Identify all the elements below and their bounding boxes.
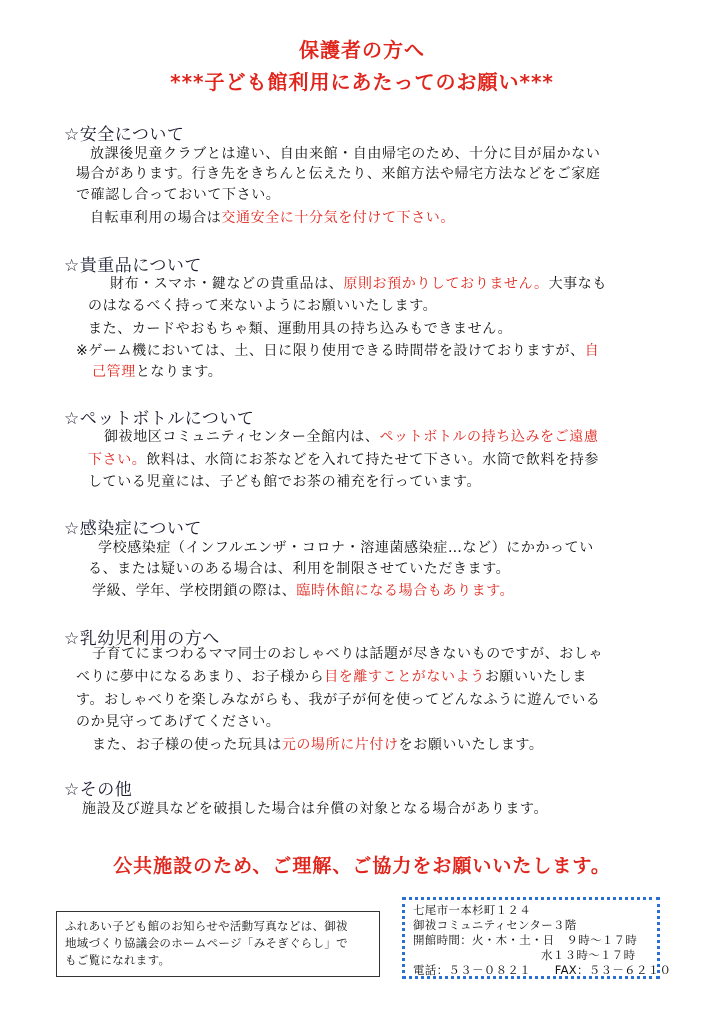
phone-number: 電話：５３－０８２１ bbox=[413, 963, 531, 977]
valuables-line-1 bbox=[110, 274, 607, 294]
pet-highlight-cont: 下さい。 bbox=[88, 452, 147, 468]
section-heading-infants: ☆乳幼児利用の方へ bbox=[64, 629, 220, 649]
valuables-line-3: また、カードやおもちゃ類、運動用具の持ち込みもできません。 bbox=[88, 321, 513, 337]
homepage-note-box bbox=[56, 911, 380, 977]
infants-line-5-text: また、お子様の使った玩具は bbox=[92, 737, 282, 753]
valuables-line-5-tail: となります。 bbox=[135, 364, 223, 380]
infants-line-3: す。おしゃべりを楽しみながらも、我が子が何を使ってどんなふうに遊んでいる bbox=[76, 692, 601, 708]
pet-line-2 bbox=[88, 450, 599, 470]
section-heading-safety: ☆安全について bbox=[64, 125, 185, 145]
contact-line bbox=[413, 963, 672, 978]
address: 七尾市一本杉町１２４ bbox=[413, 903, 531, 917]
pet-line-1 bbox=[104, 427, 598, 447]
section-heading-pet-bottles: ☆ペットボトルについて bbox=[64, 409, 255, 429]
building: 御祓コミュニティセンター３階 bbox=[413, 918, 577, 932]
page-title: 保護者の方へ bbox=[299, 38, 425, 62]
pet-line-1-text: 御祓地区コミュニティセンター全館内は、 bbox=[104, 429, 380, 445]
infants-line-4: のか見守ってあげてください。 bbox=[76, 714, 281, 730]
valuables-line-5 bbox=[92, 362, 222, 382]
note-line-1: ふれあい子ども館のお知らせや活動写真などは、御祓 bbox=[65, 919, 348, 933]
section-heading-other: ☆その他 bbox=[64, 780, 133, 800]
pet-line-3: している児童には、子ども館でお茶の補充を行っています。 bbox=[88, 474, 482, 490]
valuables-line-2: のはなるべく持って来ないようにお願いいたします。 bbox=[88, 298, 438, 314]
valuables-highlight: 原則お預かりしておりません。 bbox=[343, 276, 549, 292]
infection-line-1: 学校感染症（インフルエンザ・コロナ・溶連菌感染症…など）にかかってい bbox=[98, 540, 594, 556]
safety-line-1: 放課後児童クラブとは違い、自由来館・自由帰宅のため、十分に目が届かない bbox=[90, 146, 601, 162]
infants-line-2-text: べりに夢中になるあまり、お子様から bbox=[76, 669, 325, 685]
opening-hours-wed: 水１３時～１７時 bbox=[541, 948, 636, 962]
other-line-1: 施設及び遊具などを破損した場合は弁償の対象となる場合があります。 bbox=[82, 801, 549, 817]
fax-number: FAX：５３－６２１０ bbox=[554, 963, 672, 977]
pet-line-2-text: 飲料は、水筒にお茶などを入れて持たせて下さい。水筒で飲料を持参 bbox=[146, 452, 600, 468]
opening-hours: 開館時間：火・木・土・日 ９時～１７時 bbox=[413, 933, 638, 947]
page-subtitle: ***子ども館利用にあたってのお願い*** bbox=[170, 70, 554, 94]
infection-line-3-text: 学級、学年、学校閉鎖の際は、 bbox=[92, 583, 297, 599]
valuables-line-1-tail: 大事なも bbox=[548, 276, 607, 292]
infants-line-1: 子育てにまつわるママ同士のおしゃべりは話題が尽きないものですが、おしゃ bbox=[92, 646, 603, 662]
infection-line-3 bbox=[92, 581, 514, 601]
infants-line-5 bbox=[92, 735, 544, 755]
note-line-2: 地域づくり協議会のホームページ「みそぎぐらし」で bbox=[65, 936, 348, 950]
pet-highlight: ペットボトルの持ち込みをご遠慮 bbox=[379, 429, 599, 445]
closing-request: 公共施設のため、ご理解、ご協力をお願いいたします。 bbox=[113, 855, 611, 877]
valuables-line-4-text: ※ゲーム機においては、土、日に限り使用できる時間帯を設けておりますが、 bbox=[76, 343, 585, 359]
infection-highlight: 臨時休館になる場合もあります。 bbox=[296, 583, 515, 599]
safety-line-4-text: 自転車利用の場合は bbox=[90, 210, 222, 226]
safety-line-4 bbox=[90, 208, 455, 228]
infants-highlight: 目を離すことがないよう bbox=[324, 669, 485, 685]
infection-line-2: る、または疑いのある場合は、利用を制限させていただきます。 bbox=[88, 561, 511, 577]
valuables-line-4 bbox=[76, 341, 599, 361]
tidy-up-highlight: 元の場所に片付け bbox=[281, 737, 399, 753]
valuables-line-4-red: 自 bbox=[584, 343, 600, 359]
safety-line-3: で確認し合っておいて下さい。 bbox=[76, 187, 281, 203]
safety-line-2: 場合があります。行き先をきちんと伝えたり、来館方法や帰宅方法などをご家庭 bbox=[76, 166, 601, 182]
section-heading-valuables: ☆貴重品について bbox=[64, 256, 202, 276]
facility-info-box bbox=[402, 897, 672, 979]
infants-line-2 bbox=[76, 667, 587, 687]
infants-line-2-tail: お願いいたしま bbox=[484, 669, 588, 685]
section-heading-infection: ☆感染症について bbox=[64, 519, 202, 539]
self-management-highlight: 己管理 bbox=[92, 364, 136, 380]
note-line-3: もご覧になれます。 bbox=[65, 953, 171, 967]
infants-line-5-tail: をお願いいたします。 bbox=[398, 737, 544, 753]
valuables-line-1-text: 財布・スマホ・鍵などの貴重品は、 bbox=[110, 276, 344, 292]
safety-highlight: 交通安全に十分気を付けて下さい。 bbox=[221, 210, 456, 226]
